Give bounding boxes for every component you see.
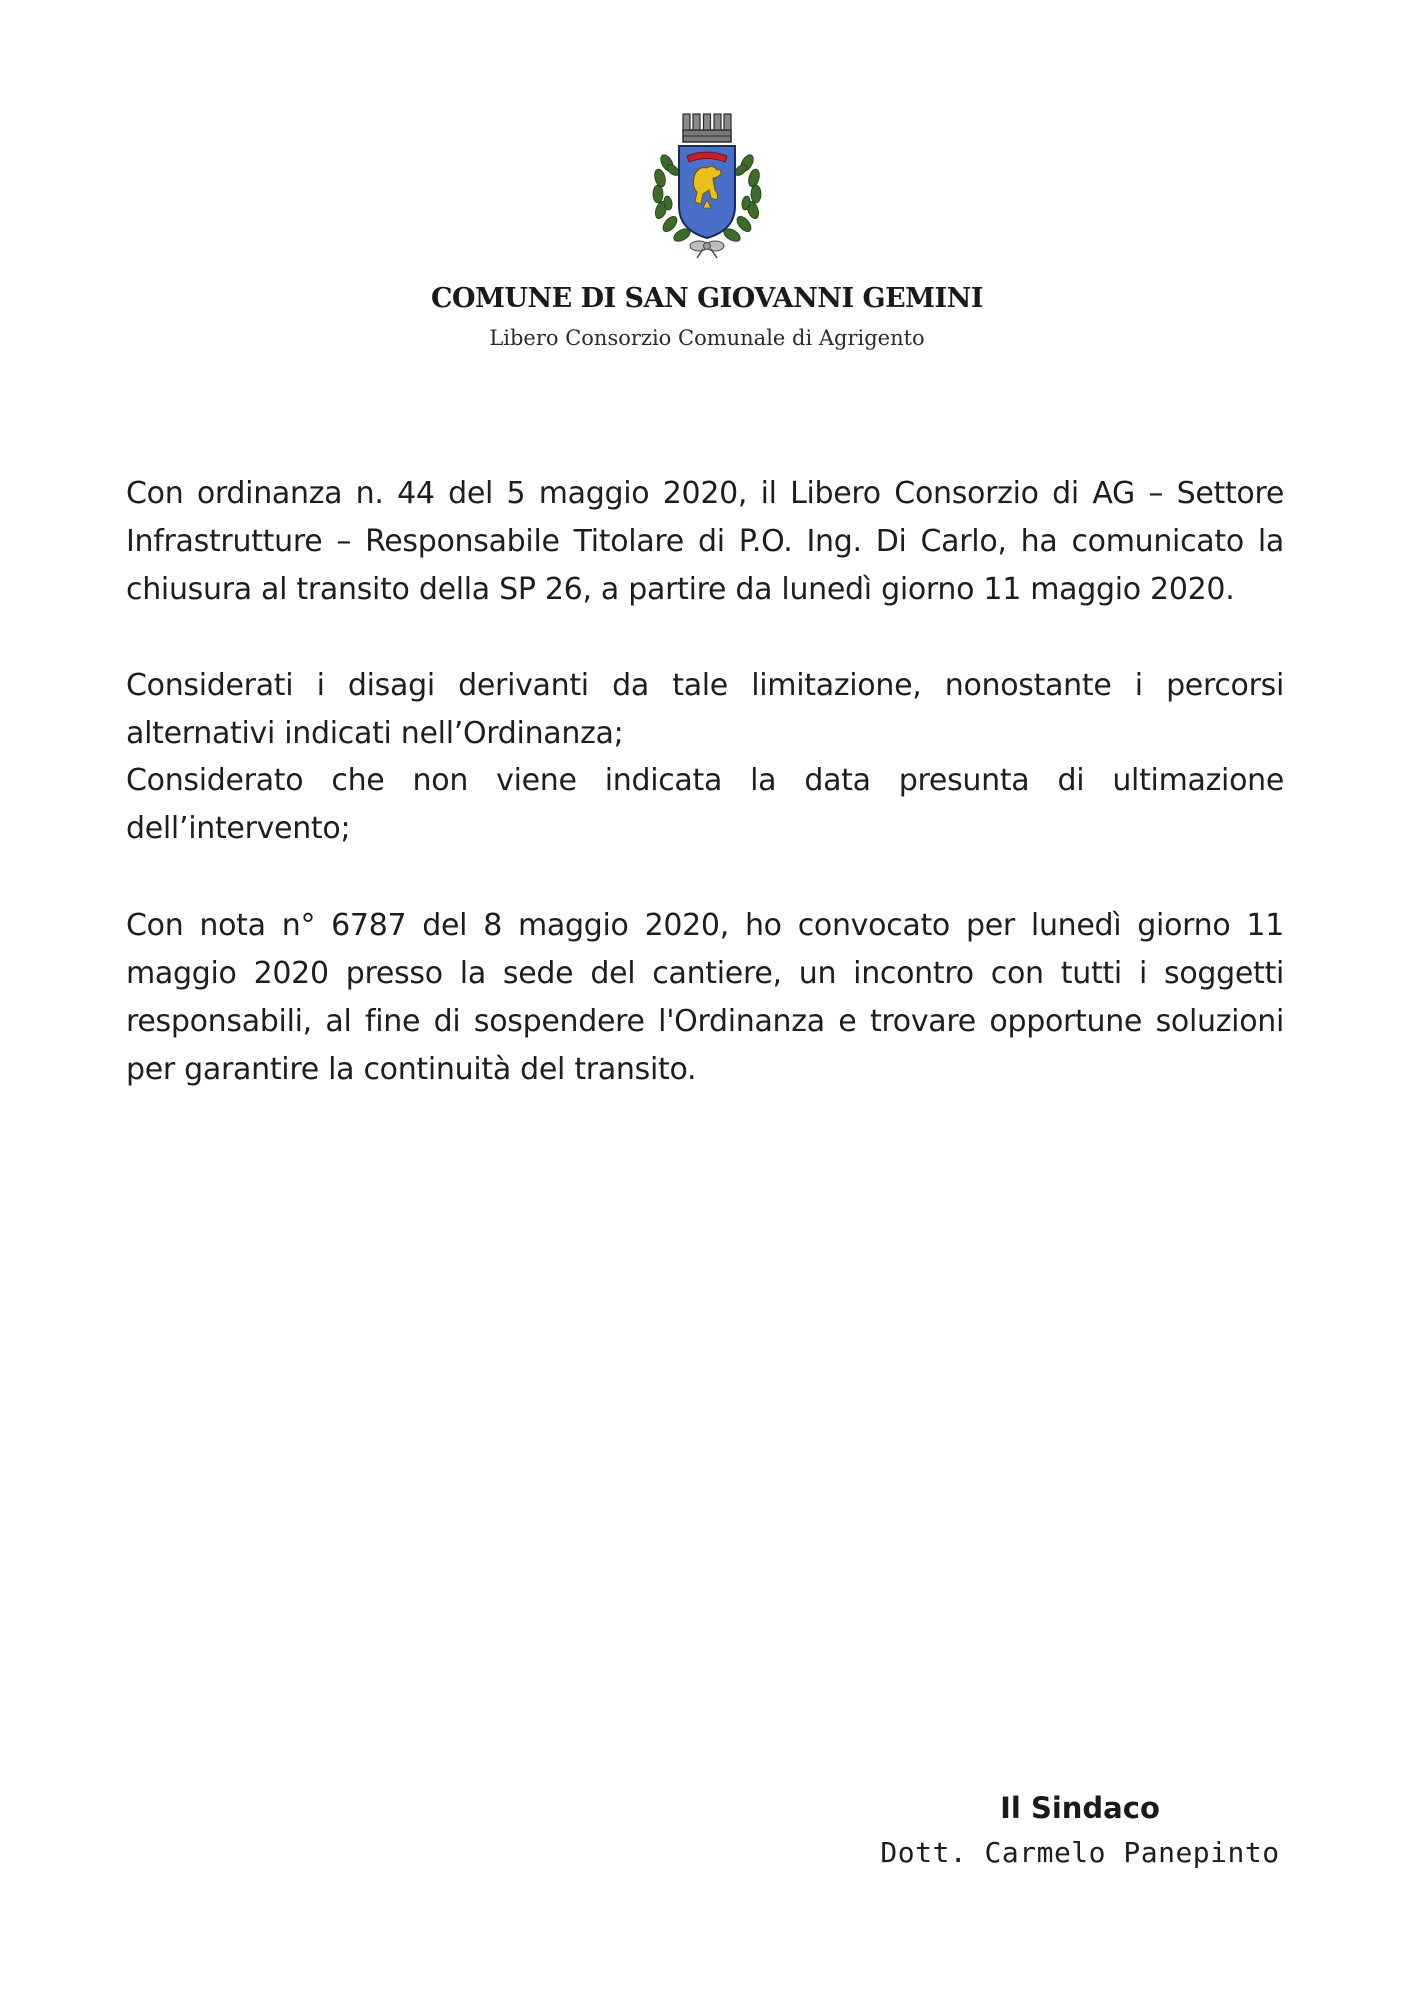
paragraph-considerations: Considerati i disagi derivanti da tale limitazione, nonostante i percorsi alternativi indicati nell’Ordinanza; — [126, 668, 1284, 751]
crown-icon — [683, 114, 731, 142]
municipal-coat-of-arms-icon — [647, 108, 767, 260]
paragraph-completion-date: Considerato che non viene indicata la data presunta di ultimazione dell’intervento; — [126, 763, 1284, 846]
paragraph-ordinance: Con ordinanza n. 44 del 5 maggio 2020, il Libero Consorzio di AG – Settore Infrastrutture – Responsabile Titolare di P.O. Ing. Di Carlo, ha comunicato la chiusura al transito della SP 26, a partire da lunedì giorno 11 maggio 2020. — [126, 476, 1284, 607]
municipality-subtitle: Libero Consorzio Comunale di Agrigento — [489, 326, 925, 350]
ribbon-bow-icon — [690, 241, 724, 258]
municipality-title: COMUNE DI SAN GIOVANNI GEMINI — [431, 283, 983, 314]
shield-icon — [679, 146, 735, 238]
signature-name: Dott. Carmelo Panepinto — [880, 1836, 1280, 1869]
signature-title: Il Sindaco — [1000, 1791, 1160, 1825]
paragraph-meeting-note: Con nota n° 6787 del 8 maggio 2020, ho convocato per lunedì giorno 11 maggio 2020 presso la sede del cantiere, un incontro con tutti i soggetti responsabili, al fine di sospendere l'Ordinanza e trovare opportune soluzioni per garantire la continuità del transito. — [126, 908, 1284, 1087]
